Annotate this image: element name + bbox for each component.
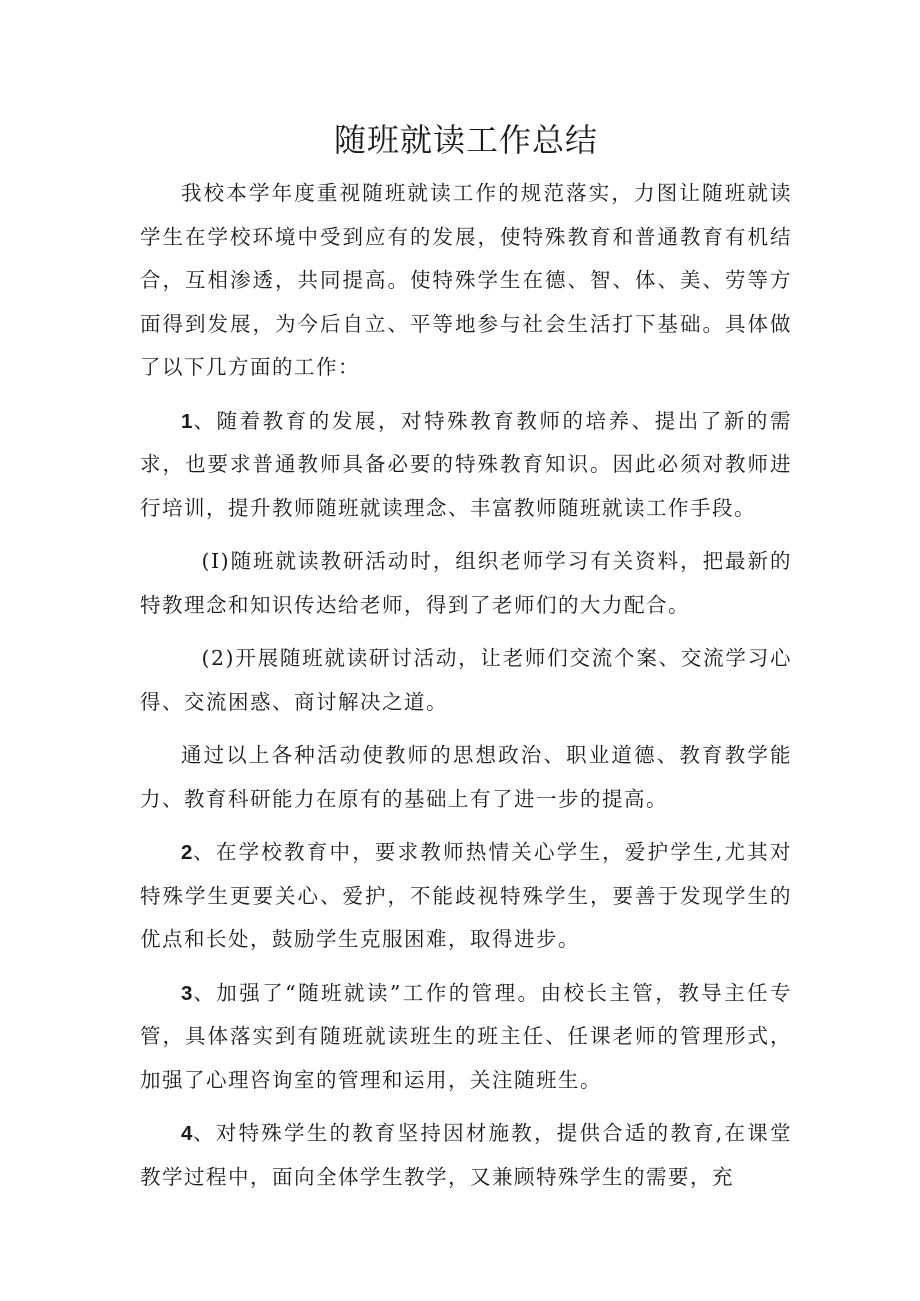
item-3-paragraph bbox=[140, 972, 792, 1103]
item-1-paragraph bbox=[140, 400, 792, 531]
item-4-number: 4 bbox=[181, 1122, 193, 1145]
item-2-paragraph bbox=[140, 831, 792, 962]
item-4-text: 、对特殊学生的教育坚持因材施教，提供合适的教育,在课堂教学过程中，面向全体学生教学，又兼顾特殊学生的需要，充 bbox=[140, 1121, 792, 1189]
item-1-text: 、随着教育的发展，对特殊教育教师的培养、提出了新的需求，也要求普通教师具备必要的特殊教育知识。因此必须对教师进行培训，提升教师随班就读理念、丰富教师随班就读工作手段。 bbox=[140, 408, 792, 520]
item-4-paragraph bbox=[140, 1112, 792, 1199]
intro-paragraph: 我校本学年度重视随班就读工作的规范落实，力图让随班就读学生在学校环境中受到应有的发展，使特殊教育和普通教育有机结合，互相渗透，共同提高。使特殊学生在德、智、体、美、劳等方面得到发展，为今后自立、平等地参与社会生活打下基础。具体做了以下几方面的工作： bbox=[140, 181, 792, 379]
document-title: 随班就读工作总结 bbox=[333, 121, 598, 159]
item-2-number: 2 bbox=[181, 841, 193, 864]
item-1-number: 1 bbox=[181, 409, 193, 433]
item-3-text: 、加强了“随班就读”工作的管理。由校长主管，教导主任专管，具体落实到有随班就读班生的班主任、任课老师的管理形式，加强了心理咨询室的管理和运用，关注随班生。 bbox=[140, 980, 792, 1092]
item-3-number: 3 bbox=[181, 981, 193, 1005]
sub-item-1-paragraph: (I)随班就读教研活动时，组织老师学习有关资料，把最新的特教理念和知识传达给老师，得到了老师们的大力配合。 bbox=[140, 549, 792, 617]
sub-item-2-paragraph: (2)开展随班就读研讨活动，让老师们交流个案、交流学习心得、交流困惑、商讨解决之道。 bbox=[140, 646, 792, 714]
item-2-text: 、在学校教育中，要求教师热情关心学生，爱护学生,尤其对特殊学生更要关心、爱护，不能歧视特殊学生，要善于发现学生的优点和长处，鼓励学生克服困难，取得进步。 bbox=[140, 840, 792, 951]
summary-paragraph: 通过以上各种活动使教师的思想政治、职业道德、教育教学能力、教育科研能力在原有的基础上有了进一步的提高。 bbox=[140, 743, 792, 811]
